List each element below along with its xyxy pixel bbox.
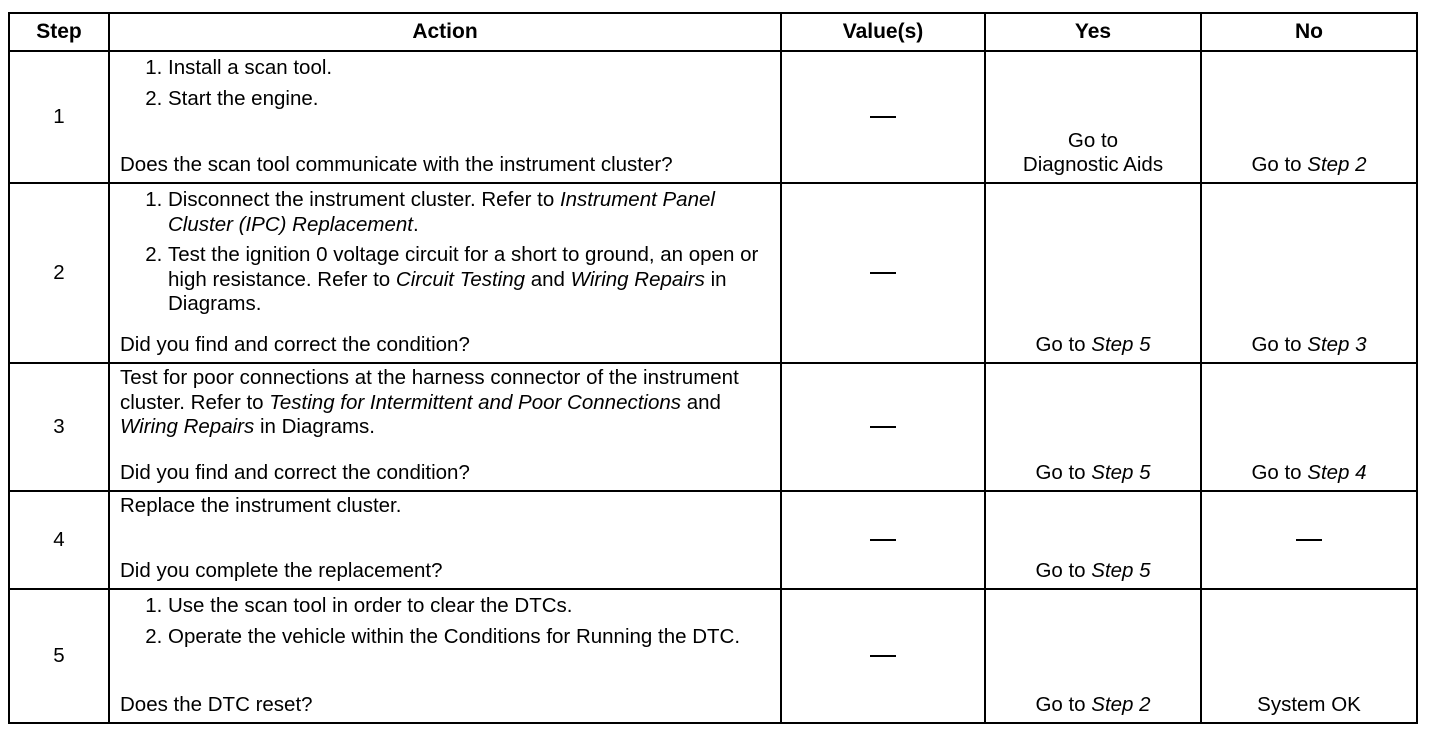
step-number: 2 [9,183,109,363]
value-cell [781,363,985,491]
no-cell: Go to Step 4 [1201,363,1417,491]
dash-mark [870,539,896,541]
list-item: 2. Operate the vehicle within the Conditions for Running the DTC. [168,625,772,650]
yes-cell: Go to Step 2 [985,589,1201,723]
list-item: 1. Use the scan tool in order to clear the DTCs. [168,594,772,619]
action-list [120,54,772,117]
action-cell [109,363,781,491]
yes-cell: Go to Step 5 [985,363,1201,491]
table-row [9,51,1417,183]
header-action: Action [109,13,781,51]
question: Did you find and correct the condition? [120,333,470,357]
header-step: Step [9,13,109,51]
header-yes: Yes [985,13,1201,51]
no-cell: Go to Step 2 [1201,51,1417,183]
dash-mark [870,272,896,274]
table-row [9,589,1417,723]
step-number: 5 [9,589,109,723]
no-cell [1201,491,1417,589]
dash-mark [870,655,896,657]
header-row [9,13,1417,51]
action-cell [109,51,781,183]
no-cell: Go to Step 3 [1201,183,1417,363]
table-row [9,491,1417,589]
value-cell [781,491,985,589]
action-cell [109,589,781,723]
action-list [120,592,772,655]
yes-cell: Go to Step 5 [985,491,1201,589]
value-cell [781,589,985,723]
question: Does the scan tool communicate with the instrument cluster? [120,153,673,177]
no-cell: System OK [1201,589,1417,723]
yes-cell: Go to Diagnostic Aids [985,51,1201,183]
step-number: 3 [9,363,109,491]
value-cell [781,51,985,183]
list-item: 1. Disconnect the instrument cluster. Refer to Instrument Panel Cluster (IPC) Replacement. [168,188,772,237]
table-row [9,183,1417,363]
header-no: No [1201,13,1417,51]
dash-mark [870,426,896,428]
action-cell [109,183,781,363]
action-text: Test for poor connections at the harness connector of the instrument cluster. Refer to Testing for Intermittent and Poor Connections and Wiring Repairs in Diagrams. [120,366,739,439]
action-text: Replace the instrument cluster. [120,494,402,517]
question: Did you find and correct the condition? [120,461,470,485]
table-row [9,363,1417,491]
action-cell [109,491,781,589]
action-list [120,186,772,323]
step-number: 1 [9,51,109,183]
list-item: 2. Test the ignition 0 voltage circuit for a short to ground, an open or high resistance. Refer to Circuit Testing and Wiring Repairs in Diagrams. [168,243,772,317]
dash-mark [1296,539,1322,541]
dash-mark [870,116,896,118]
question: Did you complete the replacement? [120,559,443,583]
value-cell [781,183,985,363]
list-item: 1. Install a scan tool. [168,56,772,81]
step-number: 4 [9,491,109,589]
question: Does the DTC reset? [120,693,313,717]
diagnostic-table [8,12,1418,724]
yes-cell: Go to Step 5 [985,183,1201,363]
header-values: Value(s) [781,13,985,51]
list-item: 2. Start the engine. [168,87,772,112]
